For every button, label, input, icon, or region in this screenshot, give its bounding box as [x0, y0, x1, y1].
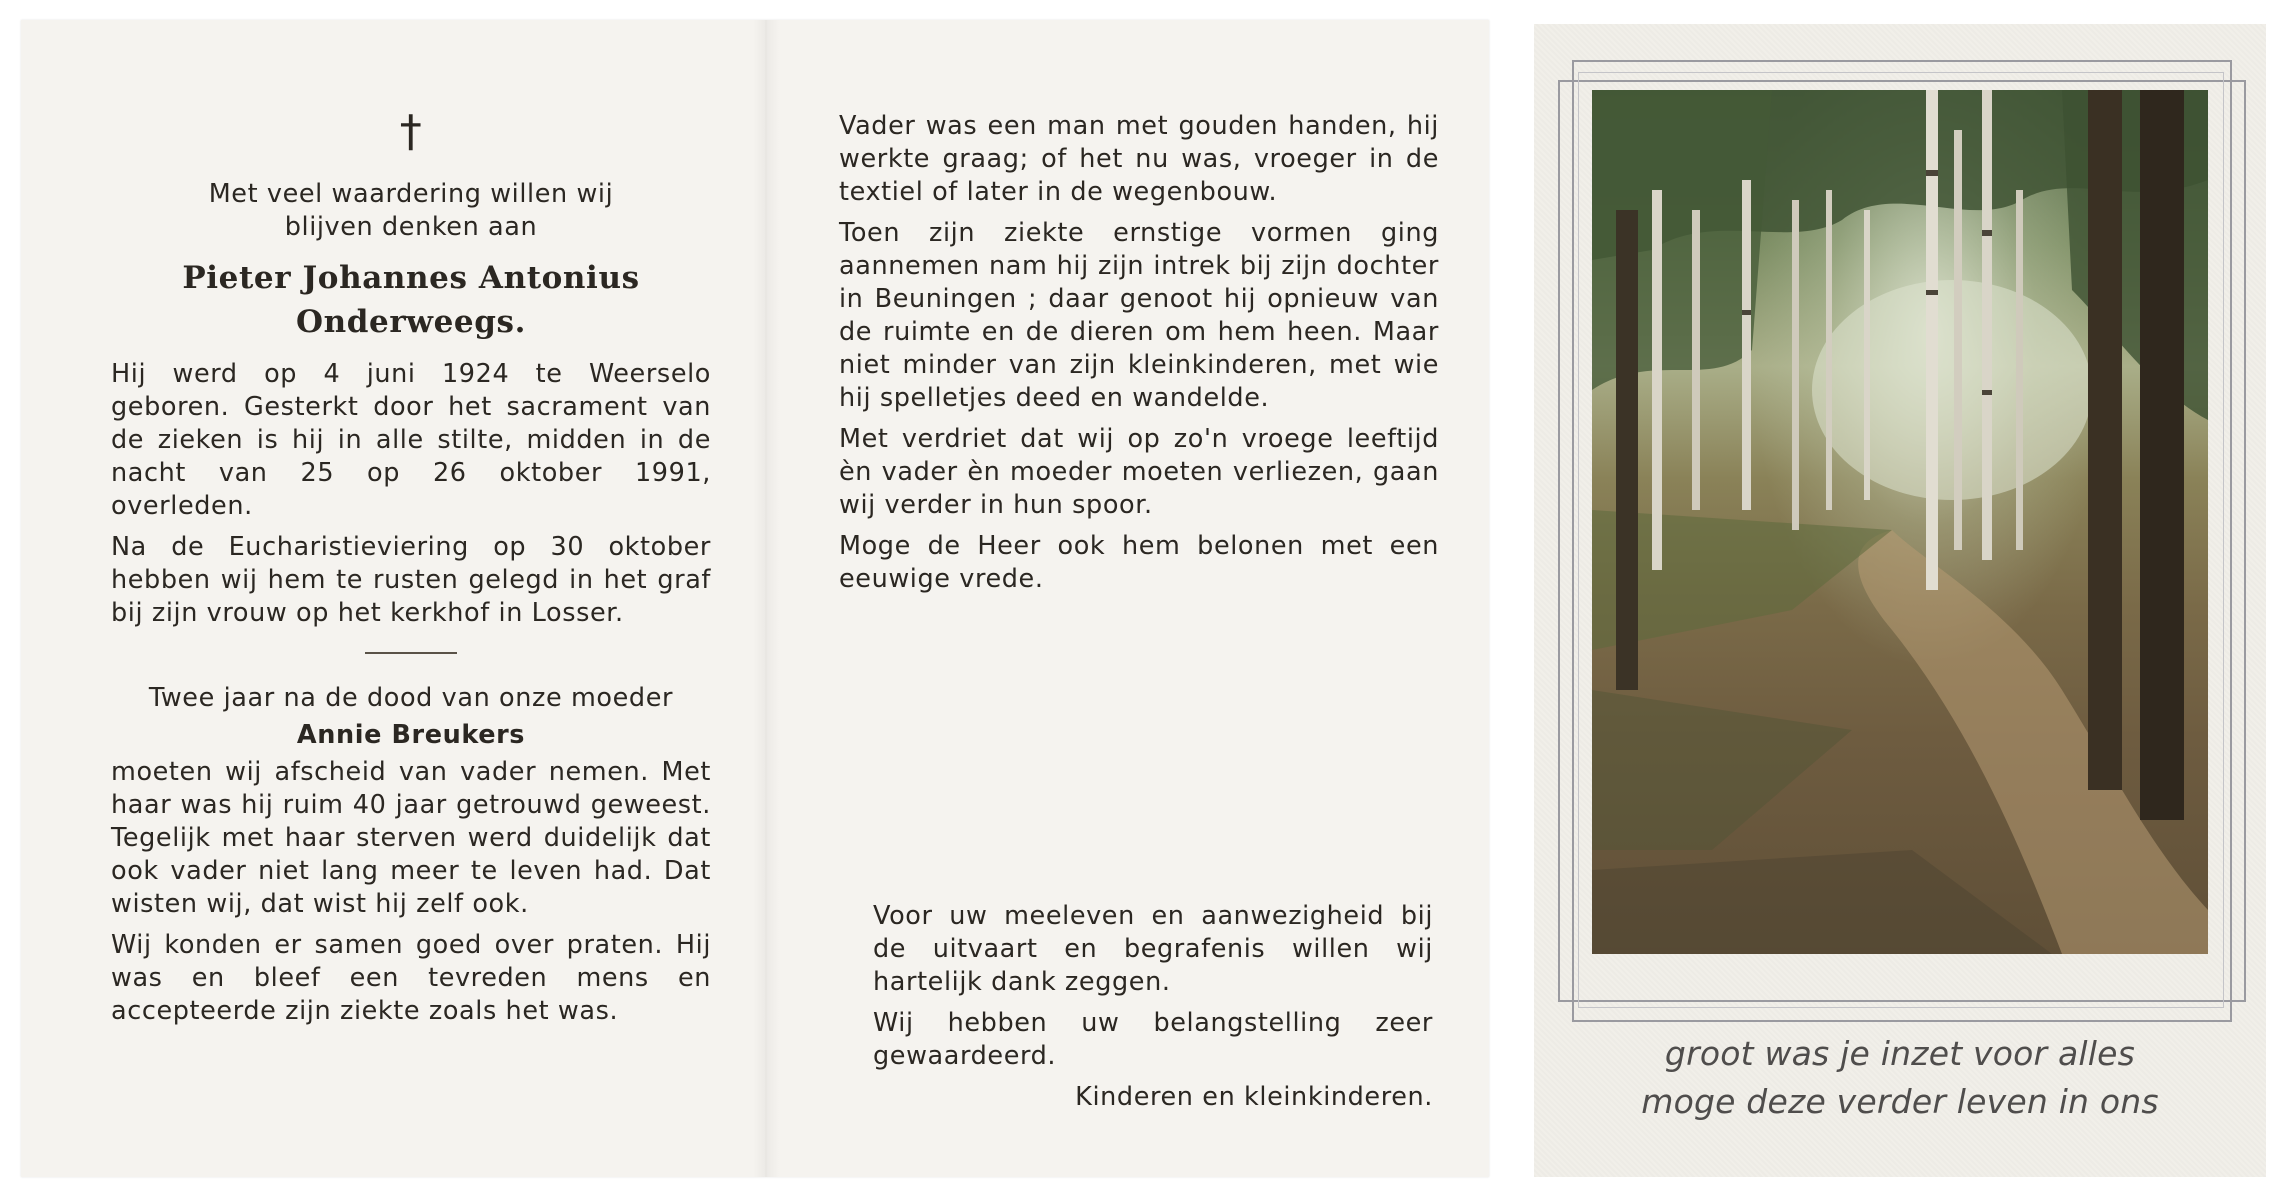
memorial-card-inside	[21, 20, 1489, 1177]
card-fold	[753, 20, 779, 1177]
cross-icon: †	[399, 106, 423, 157]
verse-line-1: groot was je inzet voor alles	[1664, 1034, 2136, 1073]
right-paragraph-1: Vader was een man met gouden handen, hij werkte graag; of het nu was, vroeger in de textiel of later in de wegenbouw.	[839, 111, 1439, 207]
name-line-1: Pieter Johannes Antonius	[182, 260, 640, 296]
right-paragraph-2: Toen zijn ziekte ernstige vormen ging aannemen nam hij zijn intrek bij zijn dochter in Beuningen ; daar genoot hij opnieuw van de ruimte en de dieren om hem heen. Maar niet minder van zijn kleinkinderen, met wie hij spelletjes deed en wandelde.	[839, 218, 1439, 413]
thanks-paragraph-2: Wij hebben uw belangstelling zeer gewaardeerd.	[873, 1008, 1433, 1071]
intro-line-1: Met veel waardering willen wij	[208, 179, 614, 209]
divider	[365, 652, 457, 654]
forest-path-illustration	[1592, 90, 2208, 954]
left-paragraph-4: Wij konden er samen goed over praten. Hij was en bleef een tevreden mens en accepteerde zijn ziekte zoals het was.	[111, 930, 711, 1026]
right-paragraph-4: Moge de Heer ook hem belonen met een eeuwige vrede.	[839, 531, 1439, 594]
left-page	[111, 106, 711, 1036]
thanks-paragraph-1: Voor uw meeleven en aanwezigheid bij de uitvaart en begrafenis willen wij hartelijk dank zeggen.	[873, 901, 1433, 997]
forest-path-photo	[1592, 90, 2208, 954]
mother-intro: Twee jaar na de dood van onze moeder	[148, 683, 674, 713]
bio-paragraph-2: Na de Eucharistieviering op 30 oktober hebben wij hem te rusten gelegd in het graf bij zijn vrouw op het kerkhof in Losser.	[111, 532, 711, 628]
verse-line-2: moge deze verder leven in ons	[1641, 1082, 2159, 1121]
name-line-2: Onderweegs.	[296, 304, 526, 340]
thanks-section	[873, 900, 1433, 1114]
right-paragraph-3: Met verdriet dat wij op zo'n vroege leeftijd èn vader èn moeder moeten verliezen, gaan wij verder in hun spoor.	[839, 424, 1439, 520]
deceased-name	[111, 256, 711, 344]
right-page	[839, 110, 1439, 604]
intro-line-2: blijven denken aan	[284, 212, 538, 242]
bio-paragraph-1: Hij werd op 4 juni 1924 te Weerselo geboren. Gesterkt door het sacrament van de zieken is hij in alle stilte, midden in de nacht van 25 op 26 oktober 1991, overleden.	[111, 359, 711, 521]
left-paragraph-3: moeten wij afscheid van vader nemen. Met haar was hij ruim 40 jaar getrouwd geweest. Tegelijk met haar sterven werd duidelijk dat ook vader niet lang meer te leven had. Dat wisten wij, dat wist hij zelf ook.	[111, 757, 711, 919]
signature: Kinderen en kleinkinderen.	[1075, 1082, 1433, 1112]
memorial-card-front	[1534, 24, 2266, 1177]
mother-name: Annie Breukers	[296, 720, 526, 750]
